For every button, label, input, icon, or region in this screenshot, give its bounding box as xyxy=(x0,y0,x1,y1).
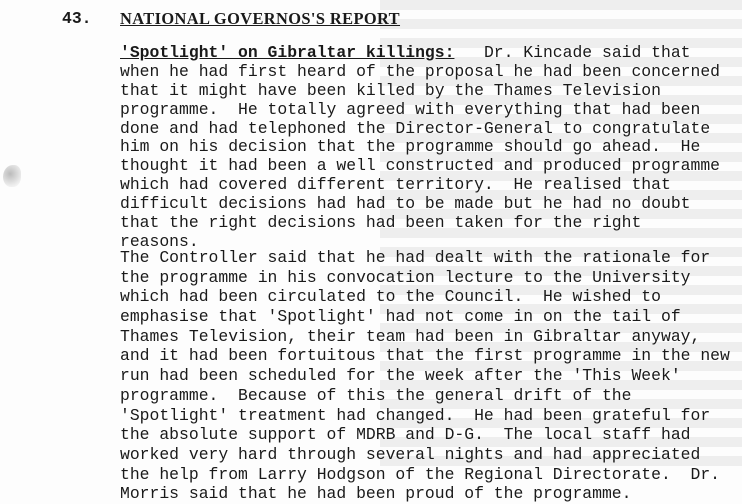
text-line: difficult decisions had had to be made but he had no doubt xyxy=(120,194,691,214)
text-line: thought it had been a well constructed and produced programme xyxy=(120,156,720,176)
text-line: the help from Larry Hodgson of the Regional Directorate. Dr. xyxy=(120,464,720,484)
text-line: worked very hard through several nights and had appreciated xyxy=(120,444,701,464)
text-line: Thames Television, their team had been in Gibraltar anyway, xyxy=(120,326,701,346)
text-line: done and had telephoned the Director-General to congratulate xyxy=(120,118,711,138)
item-number: 43. xyxy=(62,9,92,28)
text-line: that the right decisions had been taken for the right xyxy=(120,213,642,233)
text-line: when he had first heard of the proposal he had been concerned xyxy=(120,61,720,81)
text-line: reasons. xyxy=(120,231,199,251)
text-line: the programme in his convocation lecture to the University xyxy=(120,267,691,287)
paragraph-1-first-line xyxy=(120,44,720,63)
paragraph-1 xyxy=(120,44,720,252)
subheading: 'Spotlight' on Gibraltar killings: xyxy=(120,43,455,62)
text-line: which had been circulated to the Council. He wished to xyxy=(120,287,661,307)
text-line: The Controller said that he had dealt with the rationale for xyxy=(120,248,711,267)
text-line: emphasise that 'Spotlight' had not come in on the tail of xyxy=(120,307,681,327)
text-line: programme. Because of this the general drift of the xyxy=(120,385,632,405)
scan-smudge xyxy=(3,165,21,187)
text-line: run had been scheduled for the week after the 'This Week' xyxy=(120,366,681,386)
text-line: that it might have been killed by the Thames Television xyxy=(120,80,661,100)
section-heading: NATIONAL GOVERNOS'S REPORT xyxy=(120,9,401,28)
text-line: programme. He totally agreed with everything that had been xyxy=(120,99,701,119)
text-line: Morris said that he had been proud of the programme. xyxy=(120,484,632,504)
first-line-text: Dr. Kincade said that xyxy=(454,43,691,62)
text-line: him on his decision that the programme should go ahead. He xyxy=(120,137,701,157)
text-line: 'Spotlight' treatment had changed. He had been grateful for xyxy=(120,405,711,425)
text-line: the absolute support of MDRB and D-G. The local staff had xyxy=(120,425,691,445)
text-line: and it had been fortuitous that the first programme in the new xyxy=(120,346,730,366)
paragraph-2 xyxy=(120,248,730,504)
text-line: which had covered different territory. He realised that xyxy=(120,175,671,195)
